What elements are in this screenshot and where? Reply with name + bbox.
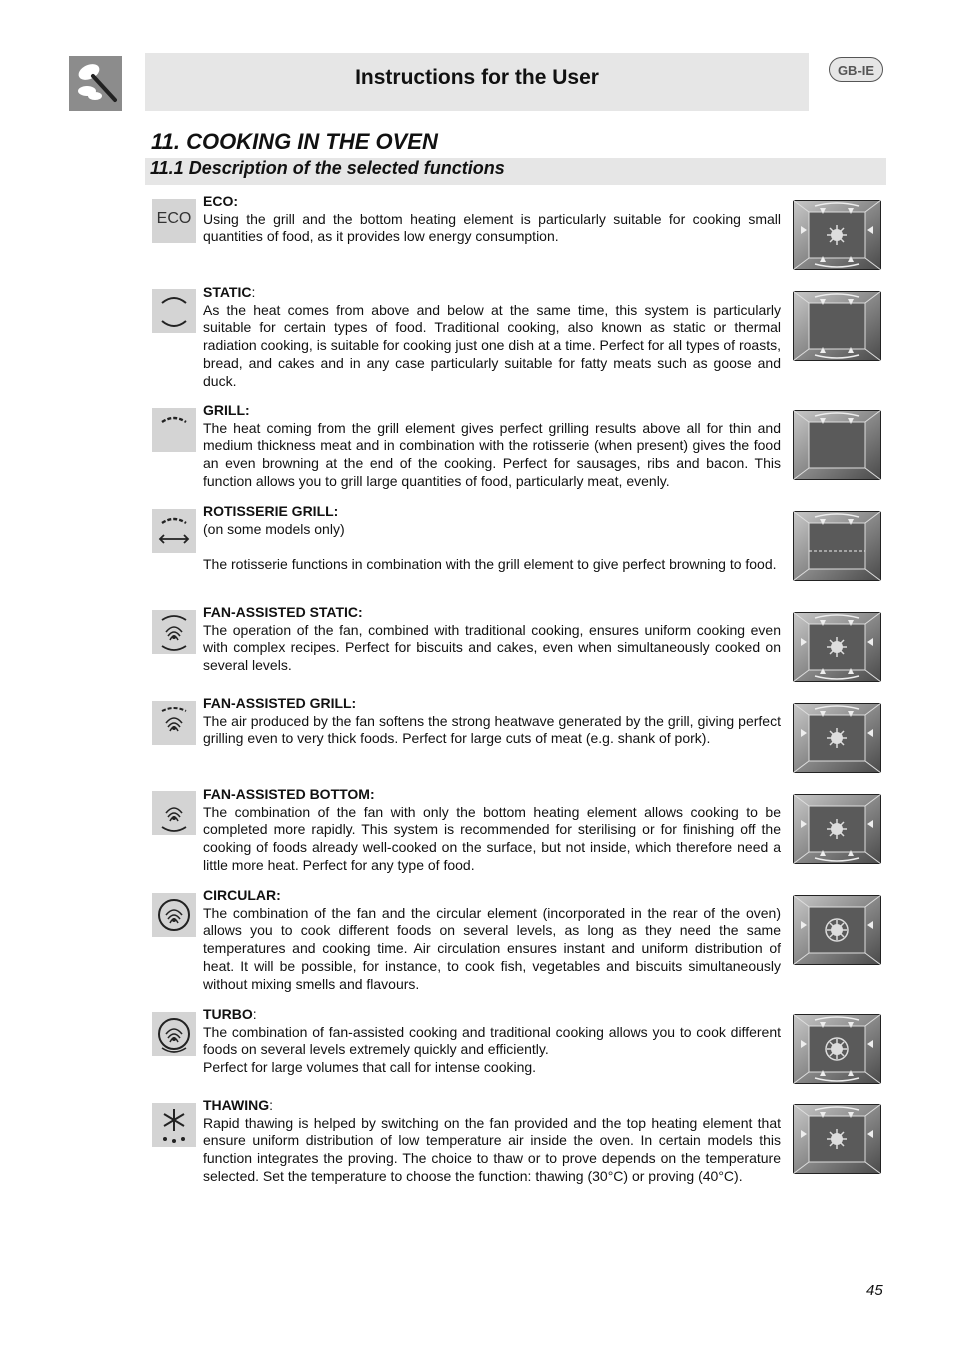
function-text-line: The operation of the fan, combined with traditional cooking, ensures uniform cooking even with complex recipes. Perfect for biscuits and cakes, even when simultaneously cooked on several levels. [203, 621, 781, 674]
header-bar [145, 53, 809, 111]
function-description [203, 887, 781, 993]
function-name: FAN-ASSISTED GRILL: [203, 695, 357, 711]
function-text-line: Using the grill and the bottom heating element is particularly suitable for cooking small quantities of food, as it provides low energy consumption. [203, 210, 781, 245]
oven-diagram [793, 703, 881, 773]
oven-diagram [793, 200, 881, 270]
rotisserie-grill-icon [152, 509, 196, 553]
turbo-icon [152, 1012, 196, 1056]
subsection-bar [145, 158, 886, 185]
oven-diagram [793, 794, 881, 864]
function-text-line: The combination of the fan with only the bottom heating element allows cooking to be completed more rapidly. This system is recommended for sterilising or for finishing off the cooking of foods already well-cooked on the surface, but not inside, which therefore need a little more heat. Perfect for any type of food. [203, 803, 781, 873]
function-text-line: (on some models only) [203, 520, 345, 537]
function-description [203, 604, 781, 675]
grill-icon [152, 408, 196, 452]
function-text-line: The combination of fan-assisted cooking and traditional cooking allows you to cook different foods on several levels extremely quickly and efficiently. [203, 1023, 781, 1058]
function-text-line: The combination of the fan and the circular element (incorporated in the rear of the oven) allows you to cook different foods on several levels, as long as they need the same temperatures and cooking time. Air circulation ensures instant and uniform distribution of heat. It will be possible, for instance, to cook fish, vegetables and biscuits simultaneously without mixing smells and flavours. [203, 904, 781, 992]
eco-icon-label: ECO [156, 210, 192, 227]
function-name: STATIC [203, 284, 252, 300]
eco-icon [152, 199, 196, 243]
function-name: THAWING [203, 1097, 270, 1113]
chef-spoon-icon [69, 56, 122, 111]
function-name: ROTISSERIE GRILL: [203, 503, 339, 519]
function-text-line: The rotisserie functions in combination with the grill element to give perfect browning to food. [203, 556, 777, 573]
page-number: 45 [866, 1282, 883, 1299]
function-name: TURBO [203, 1006, 253, 1022]
function-description [203, 284, 781, 390]
function-name: GRILL: [203, 402, 250, 418]
function-description [203, 695, 781, 748]
fan-assisted-bottom-icon [152, 791, 196, 835]
function-text-line: Perfect for large volumes that call for intense cooking. [203, 1059, 537, 1076]
function-name: ECO: [203, 193, 238, 209]
function-text-line: The heat coming from the grill element gives perfect grilling results above all for thin and medium thickness meat and in combination with the rotisserie (when present) gives the food an even browning at the end of the cooking. Perfect for sausages, ribs and bacon. This function allows you to grill large quantities of food, particularly meat, evenly. [203, 419, 781, 489]
oven-diagram [793, 612, 881, 682]
function-description [203, 786, 781, 875]
oven-diagram [793, 1014, 881, 1084]
function-name-suffix: : [269, 1097, 273, 1113]
thawing-icon [152, 1103, 196, 1147]
function-description [203, 1006, 781, 1077]
brand-logo [69, 56, 122, 111]
oven-diagram [793, 1104, 881, 1174]
function-name-suffix: : [251, 284, 256, 300]
function-name: CIRCULAR: [203, 887, 281, 903]
circular-icon [152, 893, 196, 937]
function-description [203, 503, 781, 574]
page-header-title: Instructions for the User [355, 66, 599, 89]
oven-diagram [793, 895, 881, 965]
function-name: FAN-ASSISTED STATIC: [203, 604, 363, 620]
oven-diagram [793, 291, 881, 361]
fan-assisted-static-icon [152, 610, 196, 654]
function-text-line: Rapid thawing is helped by switching on the fan provided and the top heating element that ensure uniform distribution of low temperature air inside the oven. In certain models this function integrates the proving. The choice to thaw or to prove depends on the temperature selected. Set the temperature to choose the function: thawing (30°C) or proving (40°C). [203, 1114, 781, 1184]
static-icon [152, 289, 196, 333]
subsection-title: 11.1 Description of the selected functions [150, 158, 505, 178]
section-title: 11. COOKING IN THE OVEN [151, 129, 438, 154]
function-name-suffix: : [252, 1006, 257, 1022]
language-badge: GB-IE [829, 57, 883, 82]
oven-diagram [793, 410, 881, 480]
function-text-line: As the heat comes from above and below at the same time, this system is particularly suitable for certain types of food. Traditional cooking, also known as static or thermal radiation cooking, is suitable for cooking just one dish at a time. Perfect for all types of roasts, bread, and cakes and in any case particularly suitable for fatty meats such as goose and duck. [203, 301, 781, 389]
fan-assisted-grill-icon [152, 701, 196, 745]
function-description [203, 402, 781, 491]
function-name: FAN-ASSISTED BOTTOM: [203, 786, 375, 802]
function-description [203, 193, 781, 246]
function-text-line: The air produced by the fan softens the strong heatwave generated by the grill, giving perfect grilling even to very thick foods. Perfect for large cuts of meat (e.g. shank of pork). [203, 712, 781, 747]
function-description [203, 1097, 781, 1186]
oven-diagram [793, 511, 881, 581]
